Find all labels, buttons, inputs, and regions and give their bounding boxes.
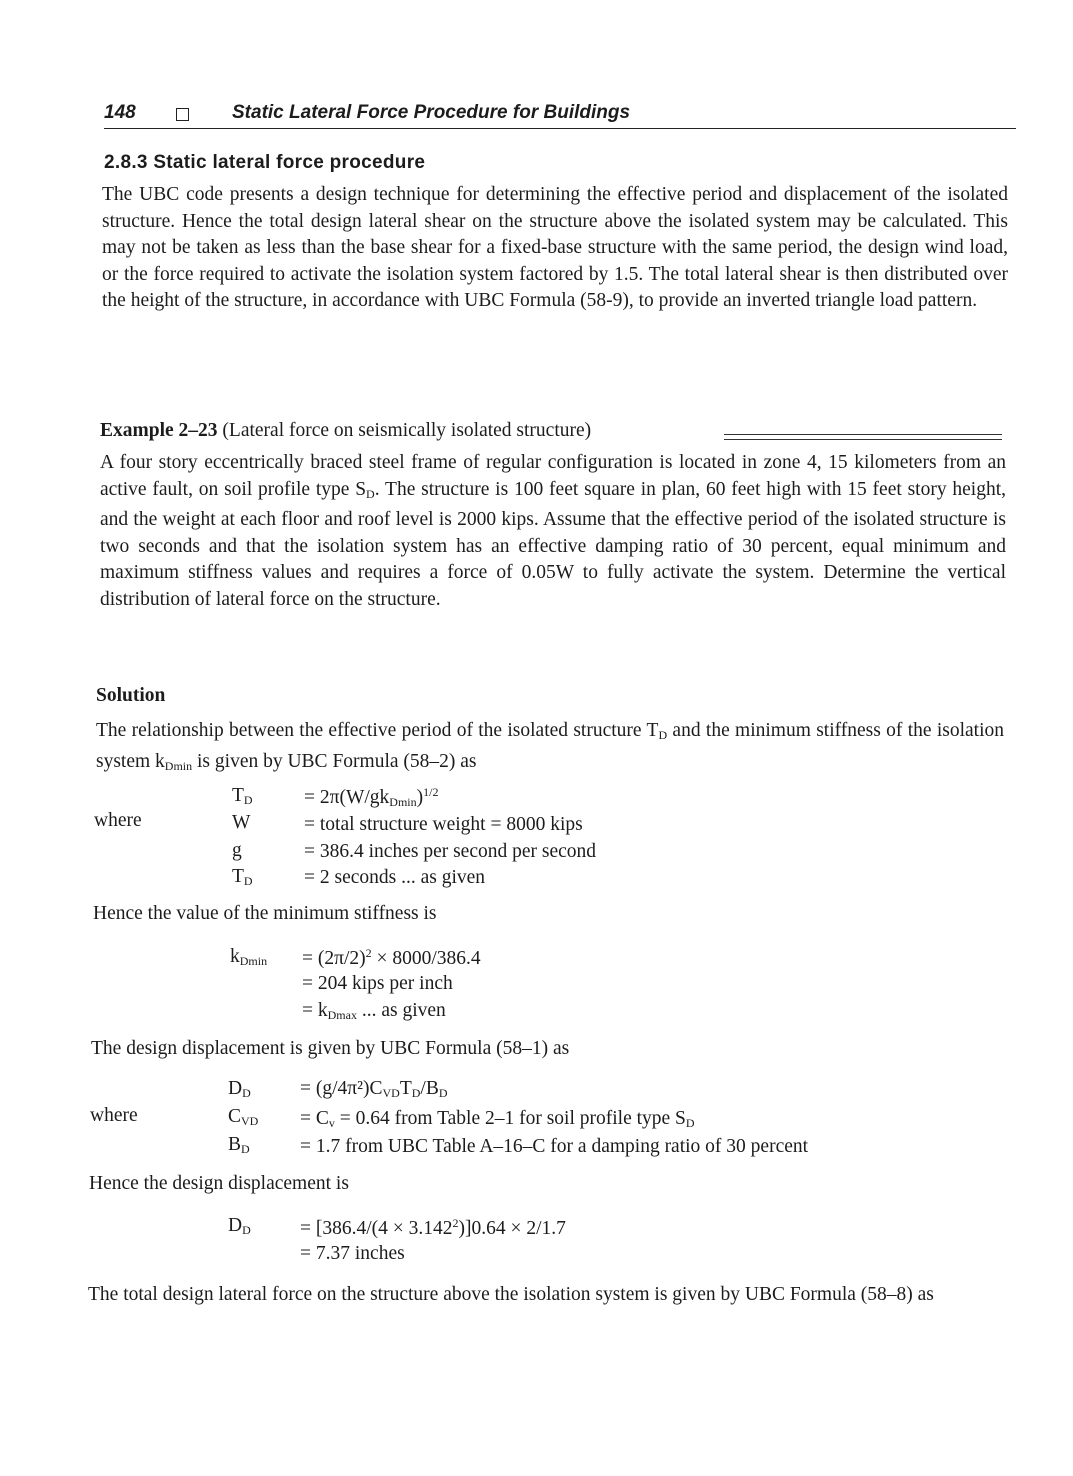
intro-part-b: and the minimum stiffness of the isolation system k	[96, 720, 1004, 772]
example-subtitle: (Lateral force on seismically isolated structure)	[222, 420, 592, 441]
eq2-l1a: = (2π/2)	[302, 948, 366, 969]
section-paragraph: The UBC code presents a design technique for determining the effective period and displacement of the isolated structure. Hence the total design lateral shear on the structure above the isolated system may be calculated. This may not be taken as less than the base shear for a fixed-base structure with the same period, the design wind load, or the force required to activate the isolation system factored by 1.5. The total lateral shear is then distributed over the height of the structure, in accordance with UBC Formula (58-9), to provide an inverted triangle load pattern.	[102, 184, 1008, 311]
def4-sym-sub: VD	[241, 1114, 259, 1128]
def5-text: = 1.7 from UBC Table A–16–C for a damping ratio of 30 percent	[300, 1136, 809, 1157]
eq1-rhs-sub: Dmin	[389, 795, 417, 809]
eq2-l3-sub: Dmax	[327, 1008, 357, 1022]
example-sd-sub: D	[366, 486, 375, 501]
eq3-rhs	[300, 1078, 448, 1101]
def4-sym-main: C	[228, 1106, 242, 1127]
eq4-lhs-sym: D	[228, 1215, 243, 1236]
def3-sym	[232, 866, 253, 889]
eq2-line3	[302, 1000, 446, 1023]
def3-text: = 2 seconds ... as given	[304, 867, 486, 888]
eq3-sub2: D	[411, 1086, 421, 1100]
hence-stiffness: Hence the value of the minimum stiffness is	[93, 903, 437, 924]
eq4-l1-sup: 2	[452, 1216, 459, 1230]
eq2-lhs	[230, 946, 267, 969]
def4-sym	[228, 1106, 258, 1129]
section-title: 2.8.3 Static lateral force procedure	[104, 152, 426, 173]
example-title	[100, 420, 591, 442]
intro-part-a: The relationship between the effective period of the isolated structure T	[96, 720, 659, 741]
solution-heading: Solution	[96, 685, 166, 706]
example-text-2: . The structure is 100 feet square in plan, 60 feet high with 15 feet story height, and the weight at each floor and roof level is 2000 kips. Assume that the effective period of the isolated structure is two seconds and that the isolation system has an effective damping ratio of 30 percent, equal minimum and maximum stiffness values and requires a force of 0.05W to fully activate the system. Determine the vertical distribution of lateral force on the structure.	[100, 478, 1006, 610]
eq1-lhs	[232, 785, 253, 808]
where-label-1: where	[94, 810, 142, 831]
def5-sym	[228, 1134, 250, 1157]
intro-sub-b: Dmin	[164, 758, 193, 773]
eq2-lhs-sub: Dmin	[239, 954, 268, 968]
eq4-line1	[300, 1216, 566, 1240]
displacement-intro: The design displacement is given by UBC Formula (58–1) as	[91, 1038, 570, 1059]
eq2-l1-sup: 2	[365, 946, 372, 960]
solution-intro	[96, 718, 1004, 779]
def1-sym: W	[232, 812, 251, 833]
def3-sym-main: T	[232, 866, 244, 887]
eq2-l3b: ... as given	[356, 1000, 446, 1021]
example-rule	[724, 434, 1002, 440]
eq2-lhs-sym: k	[230, 946, 240, 967]
def4-a: = C	[300, 1108, 329, 1129]
eq2-line1	[302, 946, 481, 970]
eq3-rhs-a: = (g/4π²)C	[300, 1078, 383, 1099]
example-label: Example 2–23	[100, 420, 218, 441]
eq3-mid1: T	[399, 1078, 412, 1099]
def2-sym: g	[232, 840, 242, 861]
eq2-line2: = 204 kips per inch	[302, 973, 453, 994]
def3-sym-sub: D	[243, 874, 253, 888]
example-text-1: A four story eccentrically braced steel frame of regular configuration is located in zone 4, 15 kilometers from an active fault, on soil profile type S	[100, 452, 1006, 500]
def4-sub: v	[328, 1116, 335, 1130]
page-number: 148	[104, 102, 136, 123]
intro-sub-a: D	[658, 728, 668, 742]
header-box-icon	[176, 108, 189, 121]
eq1-lhs-sub: D	[243, 793, 253, 807]
eq1-rhs-a: = 2π(W/gk	[304, 787, 390, 808]
def4-text	[300, 1108, 695, 1131]
running-header	[104, 100, 1016, 129]
hence-displacement: Hence the design displacement is	[89, 1173, 349, 1194]
eq3-lhs-sym: D	[228, 1078, 243, 1099]
eq4-l1a: = [386.4/(4 × 3.142	[300, 1218, 453, 1239]
def4-b: = 0.64 from Table 2–1 for soil profile type S	[334, 1108, 686, 1129]
eq3-lhs	[228, 1078, 251, 1101]
def4-sub2: D	[685, 1116, 695, 1130]
eq2-l1b: × 8000/386.4	[371, 948, 481, 969]
def5-sym-sub: D	[241, 1142, 250, 1156]
eq3-lhs-sub: D	[242, 1086, 251, 1100]
eq4-lhs-sub: D	[242, 1223, 251, 1237]
def2-text: = 386.4 inches per second per second	[304, 841, 597, 862]
eq4-line2: = 7.37 inches	[300, 1243, 405, 1264]
eq3-sub3: D	[438, 1086, 448, 1100]
intro-part-c: is given by UBC Formula (58–2) as	[192, 750, 477, 772]
eq1-rhs-sup: 1/2	[423, 785, 439, 799]
running-title: Static Lateral Force Procedure for Buildings	[232, 102, 631, 123]
example-paragraph	[100, 450, 1006, 613]
def5-sym-main: B	[228, 1134, 242, 1155]
eq2-l3a: = k	[302, 1000, 328, 1021]
eq4-lhs	[228, 1215, 251, 1238]
closing-paragraph: The total design lateral force on the structure above the isolation system is given by UBC Formula (58–8) as	[88, 1284, 934, 1305]
where-label-2: where	[90, 1105, 138, 1126]
eq1-rhs-b: )	[416, 787, 424, 808]
eq4-l1b: )]0.64 × 2/1.7	[458, 1218, 566, 1239]
eq1-rhs	[304, 785, 438, 810]
def1-text: = total structure weight = 8000 kips	[304, 814, 583, 835]
eq3-mid2: /B	[420, 1078, 439, 1099]
eq1-lhs-sym: T	[232, 785, 244, 806]
eq3-sub1: VD	[382, 1086, 400, 1100]
